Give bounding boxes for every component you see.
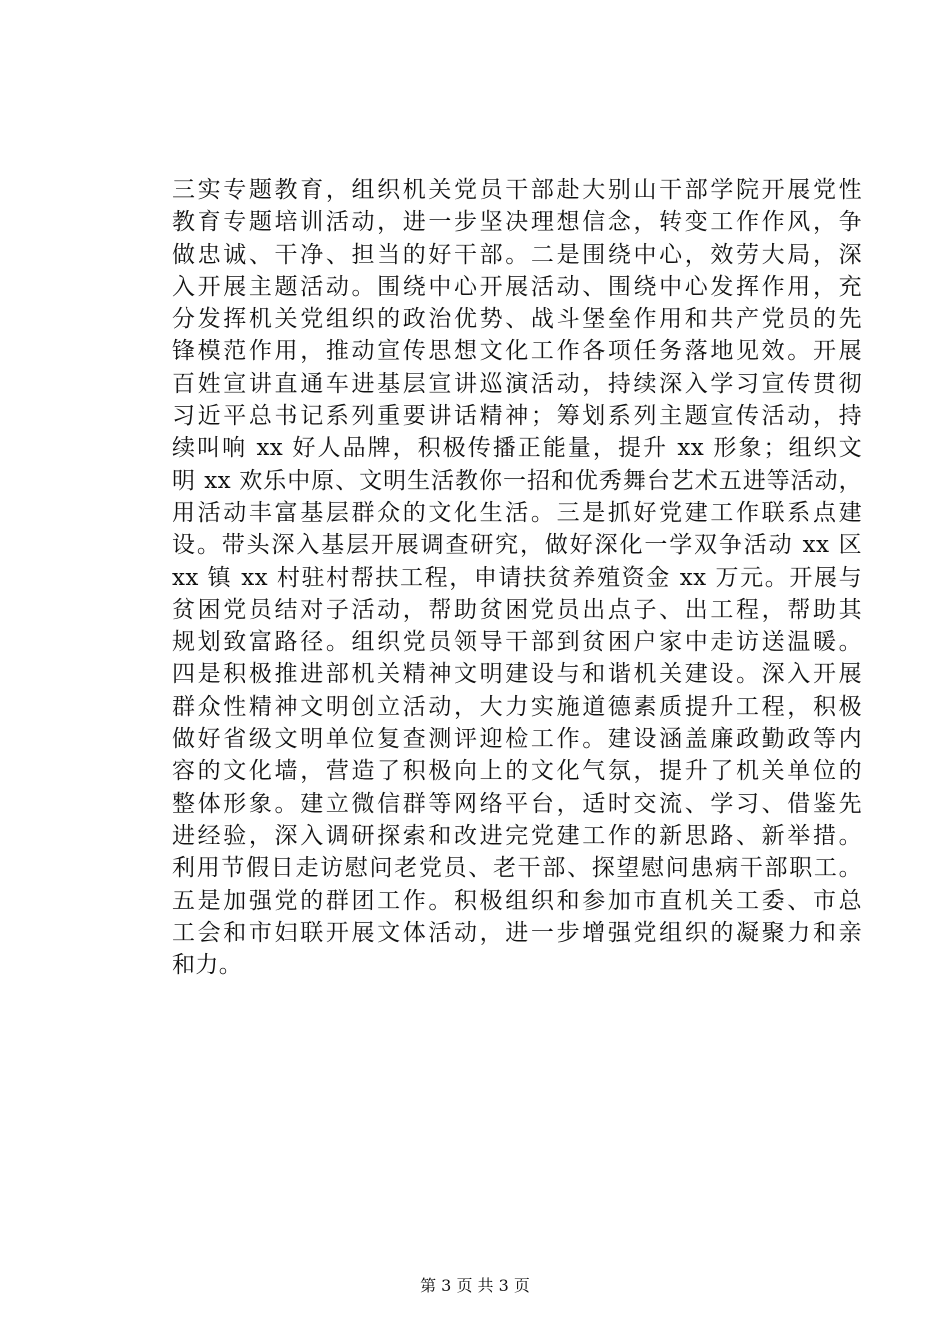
text-line: 习近平总书记系列重要讲话精神；筹划系列主题宣传活动，持 (172, 403, 862, 430)
text-line: 做好省级文明单位复查测评迎检工作。建设涵盖廉政勤政等内 (172, 726, 862, 753)
text-line: 教育专题培训活动，进一步坚决理想信念，转变工作作风，争 (172, 209, 862, 236)
text-line: 整体形象。建立微信群等网络平台，适时交流、学习、借鉴先 (172, 790, 862, 817)
text-line: 容的文化墙，营造了积极向上的文化气氛，提升了机关单位的 (172, 758, 862, 785)
text-line: 明 xx 欢乐中原、文明生活教你一招和优秀舞台艺术五进等活动， (172, 467, 862, 494)
text-line: 百姓宣讲直通车进基层宣讲巡演活动，持续深入学习宣传贯彻 (172, 370, 862, 397)
page-number: 第 3 页 共 3 页 (420, 1276, 530, 1295)
text-line: 和力。 (172, 952, 243, 979)
text-line: 分发挥机关党组织的政治优势、战斗堡垒作用和共产党员的先 (172, 306, 862, 333)
text-line: 利用节假日走访慰问老党员、老干部、探望慰问患病干部职工。 (172, 855, 862, 882)
text-line: 锋模范作用，推动宣传思想文化工作各项任务落地见效。开展 (172, 338, 862, 365)
text-line: 入开展主题活动。围绕中心开展活动、围绕中心发挥作用，充 (172, 273, 862, 300)
text-line: 用活动丰富基层群众的文化生活。三是抓好党建工作联系点建 (172, 499, 862, 526)
body-paragraph (172, 174, 862, 981)
page-footer (0, 1276, 950, 1296)
text-line: 进经验，深入调研探索和改进完党建工作的新思路、新举措。 (172, 822, 862, 849)
text-line: 规划致富路径。组织党员领导干部到贫困户家中走访送温暖。 (172, 629, 862, 656)
text-line: 三实专题教育，组织机关党员干部赴大别山干部学院开展党性 (172, 177, 862, 203)
text-line: 续叫响 xx 好人品牌，积极传播正能量，提升 xx 形象；组织文 (172, 435, 862, 462)
text-line: 五是加强党的群团工作。积极组织和参加市直机关工委、市总 (172, 887, 862, 914)
text-line: 群众性精神文明创立活动，大力实施道德素质提升工程，积极 (172, 693, 862, 720)
text-line: 四是积极推进部机关精神文明建设与和谐机关建设。深入开展 (172, 661, 862, 688)
text-line: 工会和市妇联开展文体活动，进一步增强党组织的凝聚力和亲 (172, 919, 862, 946)
text-line: xx 镇 xx 村驻村帮扶工程，申请扶贫养殖资金 xx 万元。开展与 (172, 564, 862, 591)
text-line: 贫困党员结对子活动，帮助贫困党员出点子、出工程，帮助其 (172, 596, 862, 623)
text-line: 做忠诚、干净、担当的好干部。二是围绕中心，效劳大局，深 (172, 241, 862, 268)
text-line: 设。带头深入基层开展调查研究，做好深化一学双争活动 xx 区 (172, 532, 862, 559)
